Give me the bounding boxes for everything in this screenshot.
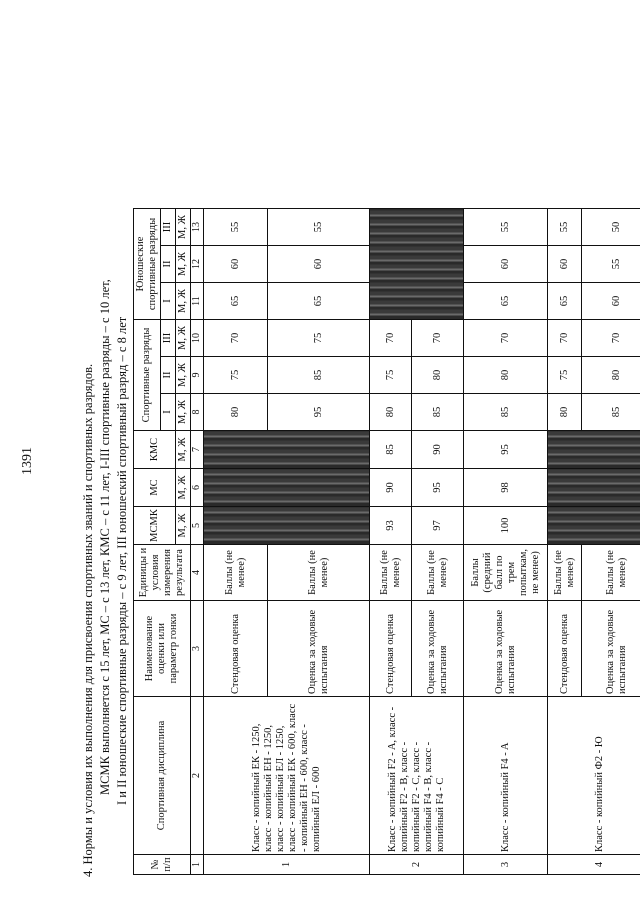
column-number: 4 xyxy=(191,545,204,601)
assessment-name: Стендовая оценка xyxy=(370,601,412,697)
value-cell: 55 xyxy=(582,246,640,283)
header-num: № п/п xyxy=(134,855,191,875)
age-requirements-line-2: I и II юношеские спортивные разряды – с 9 лет, III юношеский спортивный разряд – с 8 лет xyxy=(115,316,129,805)
header-gender: М, Ж xyxy=(176,507,191,545)
value-cell: 75 xyxy=(370,357,412,394)
value-cell: 80 xyxy=(464,357,548,394)
header-discipline: Спортивная дисциплина xyxy=(134,697,191,855)
value-cell: 75 xyxy=(204,357,268,394)
value-cell: 80 xyxy=(548,394,582,431)
column-number: 8 xyxy=(191,394,204,431)
value-cell: 60 xyxy=(268,246,370,283)
value-cell: 85 xyxy=(582,394,640,431)
column-number: 10 xyxy=(191,320,204,357)
column-number: 11 xyxy=(191,283,204,320)
value-cell: 55 xyxy=(268,209,370,246)
age-requirements-line-1: МСМК выполняется с 15 лет, МС – с 13 лет, КМС – с 11 лет, I-III спортивные разряды – с 10 лет, xyxy=(98,279,112,795)
assessment-name: Оценка за ходовые испытания xyxy=(268,601,370,697)
column-number: 6 xyxy=(191,469,204,507)
unit-of-measure: Баллы (не менее) xyxy=(204,545,268,601)
unit-of-measure: Баллы (не менее) xyxy=(582,545,640,601)
value-cell: 98 xyxy=(464,469,548,507)
header-ms: МС xyxy=(134,469,176,507)
value-cell: 95 xyxy=(464,431,548,469)
header-gender: М, Ж xyxy=(176,209,191,246)
header-gender: М, Ж xyxy=(176,246,191,283)
unit-of-measure: Баллы (не менее) xyxy=(412,545,464,601)
value-cell: 97 xyxy=(412,507,464,545)
value-cell: 85 xyxy=(370,431,412,469)
value-cell: 55 xyxy=(548,209,582,246)
value-cell: 95 xyxy=(412,469,464,507)
header-gender: М, Ж xyxy=(176,469,191,507)
value-cell: 85 xyxy=(464,394,548,431)
value-cell: 100 xyxy=(464,507,548,545)
value-cell: 60 xyxy=(582,283,640,320)
assessment-name: Оценка за ходовые испытания xyxy=(582,601,640,697)
value-cell: 90 xyxy=(412,431,464,469)
header-youth-3: III xyxy=(161,209,176,246)
assessment-name: Оценка за ходовые испытания xyxy=(464,601,548,697)
column-number: 7 xyxy=(191,431,204,469)
value-cell: 60 xyxy=(548,246,582,283)
value-cell: 90 xyxy=(370,469,412,507)
assessment-name: Стендовая оценка xyxy=(548,601,582,697)
value-cell: 70 xyxy=(412,320,464,357)
section-heading: 4. Нормы и условия их выполнения для присвоения спортивных званий и спортивных разрядов. xyxy=(81,363,95,877)
discipline-name: Класс - копийный Ф2 - Ю xyxy=(548,697,640,855)
header-rank-2: II xyxy=(161,357,176,394)
header-kms: КМС xyxy=(134,431,176,469)
header-youth-1: I xyxy=(161,283,176,320)
header-gender: М, Ж xyxy=(176,357,191,394)
discipline-name: Класс - копийный F4 - A xyxy=(464,697,548,855)
value-cell: 80 xyxy=(370,394,412,431)
column-number: 9 xyxy=(191,357,204,394)
header-units: Единицы и условия измерения результата xyxy=(134,545,191,601)
row-number: 3 xyxy=(464,855,548,875)
value-cell: 70 xyxy=(582,320,640,357)
column-number: 13 xyxy=(191,209,204,246)
shaded-cell xyxy=(548,507,640,545)
column-number: 1 xyxy=(191,855,204,875)
column-number: 3 xyxy=(191,601,204,697)
header-gender: М, Ж xyxy=(176,283,191,320)
value-cell: 75 xyxy=(548,357,582,394)
discipline-name: Класс - копийный F2 - A, класс - копийный F2 - B, класс - копийный F2 - C, класс - копийный F4 - B, класс - копийный F4 - C xyxy=(370,697,464,855)
norms-table xyxy=(133,208,640,875)
header-rank-3: III xyxy=(161,320,176,357)
unit-of-measure: Баллы (не менее) xyxy=(548,545,582,601)
value-cell: 65 xyxy=(268,283,370,320)
column-number: 12 xyxy=(191,246,204,283)
header-sport-ranks: Спортивные разряды xyxy=(134,320,161,431)
unit-of-measure: Баллы (средний балл по трем попыткам, не менее) xyxy=(464,545,548,601)
header-rank-1: I xyxy=(161,394,176,431)
header-msmk: МСМК xyxy=(134,507,176,545)
discipline-name: Класс - копийный ЕК - 1250, класс - копийный ЕН - 1250, класс - копийный ЕЛ - 1250, класс - копийный ЕК - 600, класс - копийный ЕН - 600, класс - копийный ЕЛ - 600 xyxy=(204,697,370,855)
value-cell: 70 xyxy=(464,320,548,357)
value-cell: 80 xyxy=(204,394,268,431)
value-cell: 85 xyxy=(268,357,370,394)
assessment-name: Стендовая оценка xyxy=(204,601,268,697)
shaded-cell xyxy=(204,469,370,507)
value-cell: 65 xyxy=(464,283,548,320)
unit-of-measure: Баллы (не менее) xyxy=(370,545,412,601)
row-number: 2 xyxy=(370,855,464,875)
value-cell: 65 xyxy=(548,283,582,320)
header-gender: М, Ж xyxy=(176,394,191,431)
value-cell: 65 xyxy=(204,283,268,320)
shaded-cell xyxy=(370,209,464,320)
value-cell: 85 xyxy=(412,394,464,431)
row-number: 4 xyxy=(548,855,640,875)
value-cell: 55 xyxy=(204,209,268,246)
header-assessment: Наименование оценки или параметр гонки xyxy=(134,601,191,697)
column-number: 5 xyxy=(191,507,204,545)
value-cell: 75 xyxy=(268,320,370,357)
value-cell: 80 xyxy=(412,357,464,394)
value-cell: 50 xyxy=(582,209,640,246)
header-youth-ranks: Юношеские спортивные разряды xyxy=(134,209,161,320)
page-number: 1391 xyxy=(20,447,35,475)
value-cell: 95 xyxy=(268,394,370,431)
assessment-name: Оценка за ходовые испытания xyxy=(412,601,464,697)
value-cell: 60 xyxy=(464,246,548,283)
shaded-cell xyxy=(548,469,640,507)
shaded-cell xyxy=(548,431,640,469)
value-cell: 80 xyxy=(582,357,640,394)
shaded-cell xyxy=(204,507,370,545)
header-gender: М, Ж xyxy=(176,431,191,469)
value-cell: 70 xyxy=(370,320,412,357)
column-number: 2 xyxy=(191,697,204,855)
value-cell: 70 xyxy=(204,320,268,357)
row-number: 1 xyxy=(204,855,370,875)
value-cell: 70 xyxy=(548,320,582,357)
value-cell: 55 xyxy=(464,209,548,246)
unit-of-measure: Баллы (не менее) xyxy=(268,545,370,601)
value-cell: 60 xyxy=(204,246,268,283)
header-youth-2: II xyxy=(161,246,176,283)
header-gender: М, Ж xyxy=(176,320,191,357)
shaded-cell xyxy=(204,431,370,469)
value-cell: 93 xyxy=(370,507,412,545)
